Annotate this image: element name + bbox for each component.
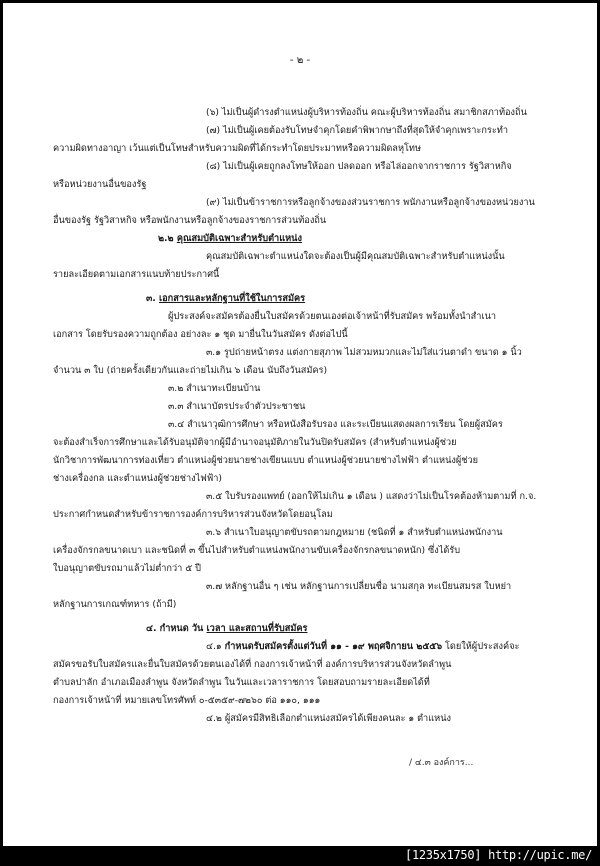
item-4-1-line-2: สมัครขอรับใบสมัครและยื่นใบสมัครด้วยตนเองได้ที่ กองการเจ้าหน้าที่ องค์การบริหารส่วนจังหวัดลำพูน [53,659,452,670]
item-3-5-line-1: ๓.๕ ใบรับรองแพทย์ (ออกให้ไม่เกิน ๑ เดือน ) แสดงว่าไม่เป็นโรคต้องห้ามตามที่ ก.จ. [206,491,537,502]
document-frame [3,3,597,846]
clause-8-line-2: หรือหน่วยงานอื่นของรัฐ [53,179,147,190]
item-3-4-line-1: ๓.๔ สำเนาวุฒิการศึกษา หรือหนังสือรับรอง และระเบียนแสดงผลการเรียน โดยผู้สมัคร [168,419,503,430]
item-3-1-line-1: ๓.๑ รูปถ่ายหน้าตรง แต่งกายสุภาพ ไม่สวมหมวกและไม่ใส่แว่นตาดำ ขนาด ๑ นิ้ว [206,347,522,358]
clause-9-line-2: อื่นของรัฐ รัฐวิสาหกิจ หรือพนักงานหรือลูกจ้างของราชการส่วนท้องถิ่น [53,215,327,226]
watermark-text: [1235x1750] http://upic.me/ [405,848,592,862]
item-3-1-line-2: จำนวน ๓ ใบ (ถ่ายครั้งเดียวกันและถ่ายไม่เกิน ๖ เดือน นับถึงวันสมัคร) [53,365,328,376]
section-2-2-number: ๒.๒ [158,233,174,244]
section-3-intro-line-2: เอกสาร โดยรับรองความถูกต้อง อย่างละ ๑ ชุด มายื่นในวันสมัคร ดังต่อไปนี้ [53,329,348,340]
item-4-1-line-4: กองการเจ้าหน้าที่ หมายเลขโทรศัพท์ ๐-๕๓๕๙-๗๒๖๐ ต่อ ๑๑๐, ๑๑๑ [53,695,321,706]
item-3-6-line-2: เครื่องจักรกลขนาดเบา และชนิดที่ ๓ ขึ้นไปสำหรับตำแหน่งพนักงานขับเครื่องจักรกลขนาดหนัก) ซึ่งได้รับ [53,545,461,556]
document-body [53,104,553,728]
clause-8-line-1: (๘) ไม่เป็นผู้เคยถูกลงโทษให้ออก ปลดออก หรือไล่ออกจากราชการ รัฐวิสาหกิจ [206,161,512,172]
section-4-number: ๔. [146,623,157,634]
clause-7-line-1: (๗) ไม่เป็นผู้เคยต้องรับโทษจำคุกโดยคำพิพากษาถึงที่สุดให้จำคุกเพราะกระทำ [206,125,508,136]
page-number: - ๒ - [289,55,311,66]
section-4-title-b: เวลา และสถานที่รับสมัคร [206,623,308,634]
item-3-6-line-3: ใบอนุญาตขับรถมาแล้วไม่ต่ำกว่า ๕ ปี [53,563,201,574]
item-3-2: ๓.๒ สำเนาทะเบียนบ้าน [168,383,261,394]
item-3-4-line-3: นักวิชาการพัฒนาการท่องเที่ยว ตำแหน่งผู้ช่วยนายช่างเขียนแบบ ตำแหน่งผู้ช่วยนายช่างไฟฟ้า ตำแหน่งผู้ช่วย [53,455,479,466]
item-4-1-line-3: ตำบลปาลัก อำเภอเมืองลำพูน จังหวัดลำพูน ในวันและเวลาราชการ โดยสอบถามรายละเอียดได้ที่ [53,677,430,688]
item-3-6-line-1: ๓.๖ สำเนาใบอนุญาตขับรถตามกฎหมาย (ชนิดที่ ๑ สำหรับตำแหน่งพนักงาน [206,527,503,538]
section-3-title: เอกสารและหลักฐานที่ใช้ในการสมัคร [158,293,306,304]
item-3-4-line-2: จะต้องสำเร็จการศึกษาและได้รับอนุมัติจากผู้มีอำนาจอนุมัติภายในวันปิดรับสมัคร (สำหรับตำแหน่งผู้ช่วย [53,437,457,448]
section-2-2-heading [53,230,553,248]
image-host-footer [0,846,600,866]
section-2-2-line-1: คุณสมบัติเฉพาะตำแหน่งใดจะต้องเป็นผู้มีคุณสมบัติเฉพาะสำหรับตำแหน่งนั้น [206,251,505,262]
item-3-7-line-1: ๓.๗ หลักฐานอื่น ๆ เช่น หลักฐานการเปลี่ยนชื่อ นามสกุล ทะเบียนสมรส ใบหย่า [206,581,512,592]
section-4-title-a: กำหนด วัน [159,623,204,634]
item-3-7-line-2: หลักฐานการเกณฑ์ทหาร (ถ้ามี) [53,599,177,610]
item-4-1-number: ๔.๑ [206,641,222,652]
section-2-2-line-2: รายละเอียดตามเอกสารแนบท้ายประกาศนี้ [53,269,220,280]
item-3-4-line-4: ช่างเครื่องกล และตำแหน่งผู้ช่วยช่างไฟฟ้า) [53,473,222,484]
clause-7-line-2: ความผิดทางอาญา เว้นแต่เป็นโทษสำหรับความผิดที่ได้กระทำโดยประมาทหรือความผิดลหุโทษ [53,143,422,154]
section-3-intro-line-1: ผู้ประสงค์จะสมัครต้องยื่นใบสมัครด้วยตนเองต่อเจ้าหน้าที่รับสมัคร พร้อมทั้งนำสำเนา [168,311,497,322]
section-4-heading [53,620,553,638]
section-3-number: ๓. [146,293,156,304]
item-4-1-dates: กำหนดรับสมัครตั้งแต่วันที่ ๑๑ - ๑๙ พฤศจิกายน ๒๕๕๖ [224,641,443,652]
item-4-2: ๔.๒ ผู้สมัครมีสิทธิเลือกตำแหน่งสมัครได้เพียงคนละ ๑ ตำแหน่ง [206,713,451,724]
item-3-3: ๓.๓ สำเนาบัตรประจำตัวประชาชน [168,401,306,412]
item-4-1-line-1 [53,638,553,656]
continuation-marker: / ๔.๓ องค์การ... [409,758,474,768]
document-page [3,3,597,846]
item-4-1-rest: โดยให้ผู้ประสงค์จะ [444,641,520,652]
item-3-5-line-2: ประกาศกำหนดสำหรับข้าราชการองค์การบริหารส่วนจังหวัดโดยอนุโลม [53,509,333,520]
section-2-2-title: คุณสมบัติเฉพาะสำหรับตำแหน่ง [176,233,302,244]
section-3-heading [53,290,553,308]
clause-9-line-1: (๙) ไม่เป็นข้าราชการหรือลูกจ้างของส่วนราชการ พนักงานหรือลูกจ้างของหน่วยงาน [206,197,535,208]
clause-6: (๖) ไม่เป็นผู้ดำรงตำแหน่งผู้บริหารท้องถิ่น คณะผู้บริหารท้องถิ่น สมาชิกสภาท้องถิ่น [206,107,527,118]
